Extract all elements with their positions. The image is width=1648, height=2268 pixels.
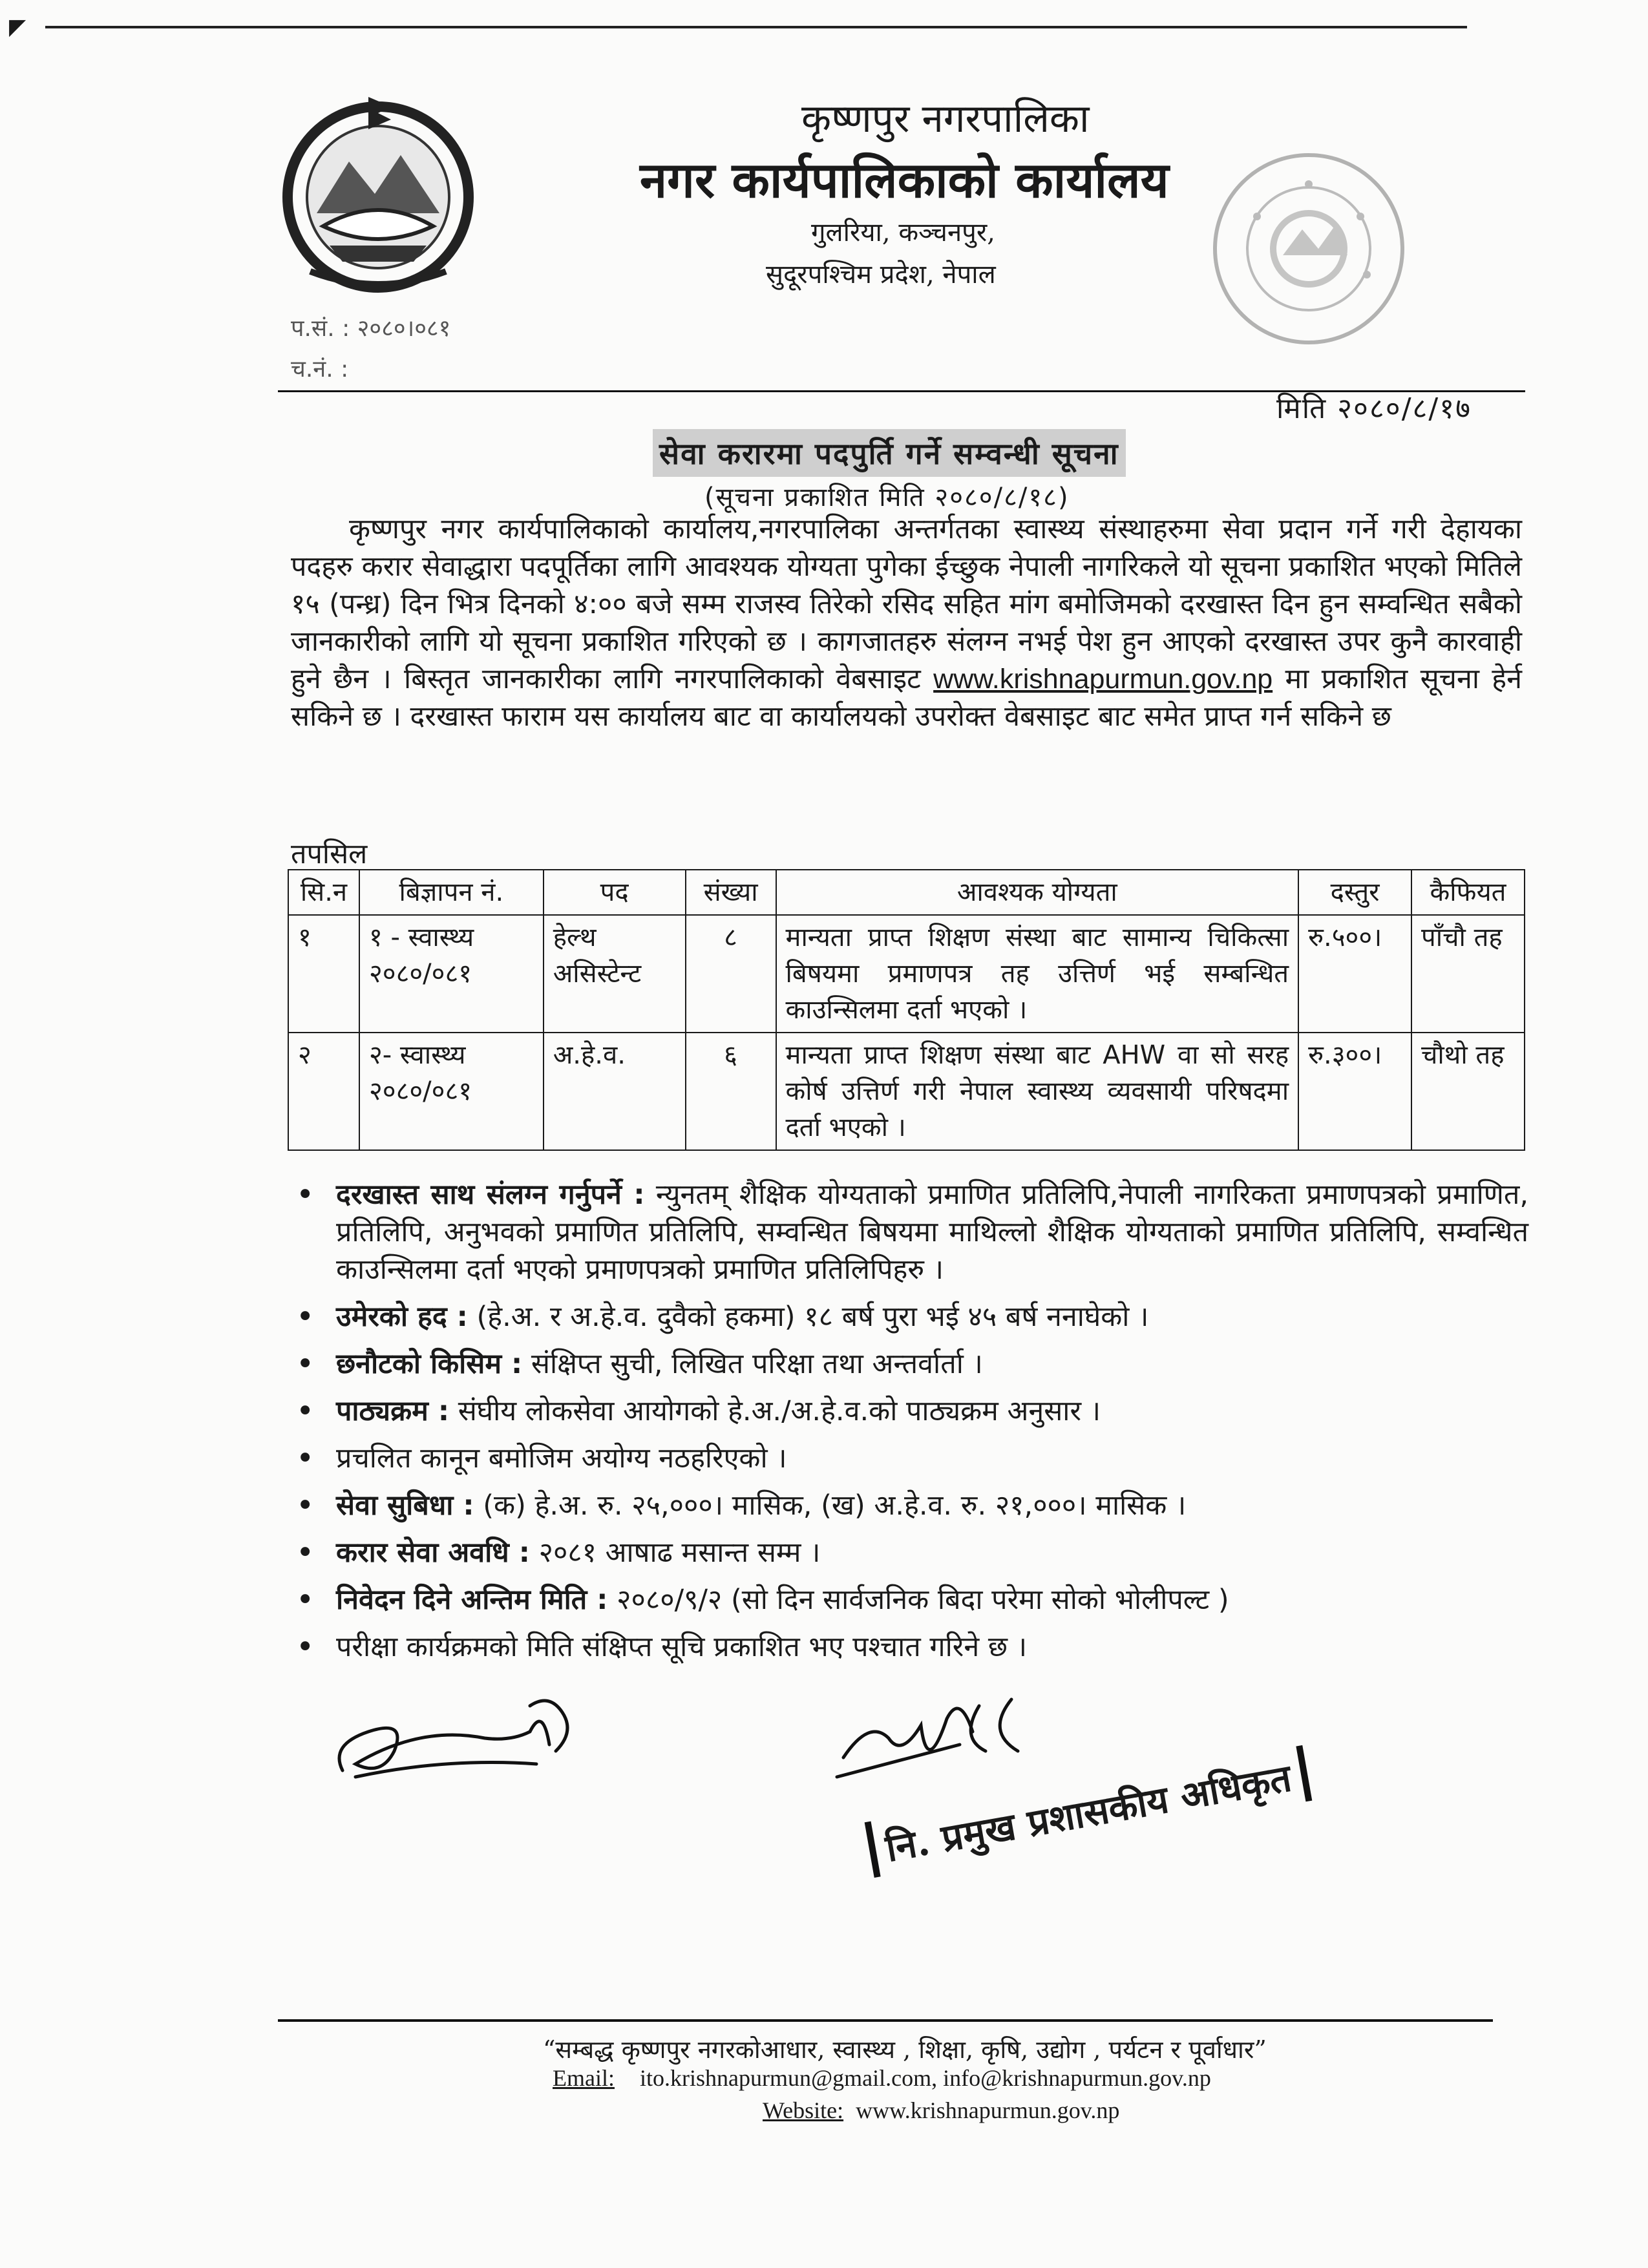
bullet-icon: • [296,1535,315,1571]
footer-divider [278,2019,1493,2022]
list-item [291,1487,1528,1524]
item-text: संघीय लोकसेवा आयोगको हे.अ./अ.हे.व.को पाठ्यक्रम अनुसार । [458,1395,1101,1427]
email-value[interactable]: ito.krishnapurmun@gmail.com, info@krishnapurmun.gov.np [639,2065,1211,2091]
item-label: निवेदन दिने अन्तिम मिति : [336,1584,608,1616]
cell-qualification: मान्यता प्राप्त शिक्षण संस्था बाट AHW वा सो सरह कोर्ष उत्तिर्ण गरी नेपाल स्वास्थ्य व्यवसायी परिषदमा दर्ता भएको । [776,1033,1299,1150]
item-label: सेवा सुबिधा : [336,1489,474,1522]
item-label: उमेरको हद : [336,1301,468,1333]
bullet-icon: • [296,1440,315,1476]
table-header-row [288,870,1525,915]
notice-body [291,510,1522,735]
bullet-icon: • [296,1487,315,1524]
vacancy-table [288,869,1525,1151]
cell-fee: रु.३००। [1298,1033,1411,1150]
bullet-icon: • [296,1393,315,1429]
cell-remark: पाँचौ तह [1411,915,1525,1033]
office-name: कृष्णपुर नगरपालिका [801,96,1090,142]
col-header-post: पद [544,870,686,915]
website-label: Website: [763,2097,844,2123]
notice-date: मिति २०८०/८/१७ [1276,392,1472,425]
officer-designation-stamp: नि. प्रमुख प्रशासकीय अधिकृत [865,1745,1312,1878]
list-item [291,1298,1528,1336]
bullet-icon: • [296,1629,315,1665]
list-item [291,1392,1528,1430]
item-text: न्युनतम् शैक्षिक योग्यताको प्रमाणित प्रतिलिपि,नेपाली नागरिकता प्रमाणपत्रको प्रमाणित, प्रतिलिपि, अनुभवको प्रमाणित प्रतिलिपि, सम्वन्धित बिषयमा माथिल्लो शैक्षिक योग्यताको प्रमाणित प्रतिलिपि, सम्वन्धित काउन्सिलमा दर्ता भएको प्रमाणपत्रको प्रमाणित प्रतिलिपिहरु । [336,1179,1529,1286]
footer-email [553,2064,1211,2092]
col-header-fee: दस्तुर [1298,870,1411,915]
notice-published-date: (सूचना प्रकाशित मिति २०८०/८/१८) [704,483,1070,512]
col-header-qualification: आवश्यक योग्यता [776,870,1299,915]
bullet-icon: • [296,1582,315,1618]
footer-website [763,2097,1119,2124]
bullet-icon: • [296,1346,315,1382]
handwritten-signature-icon [830,1680,1044,1790]
cell-count: ८ [686,915,776,1033]
item-label: पाठ्यक्रम : [336,1395,450,1427]
col-header-remark: कैफियत [1411,870,1525,915]
cell-post: अ.हे.व. [544,1033,686,1150]
reference-number: प.सं. : २०८०।०८१ [291,315,451,342]
list-item [291,1628,1528,1666]
list-item [291,1345,1528,1383]
website-value[interactable]: www.krishnapurmun.gov.np [856,2097,1120,2123]
cell-sn: २ [288,1033,359,1150]
list-item [291,1440,1528,1477]
cell-ad-no: २- स्वास्थ्य २०८०/०८१ [359,1033,544,1150]
dispatch-number: च.नं. : [291,356,349,383]
bullet-icon: • [296,1177,315,1213]
address-line-1: गुलरिया, कञ्चनपुर, [811,218,995,247]
address-line-2: सुदूरपश्चिम प्रदेश, नेपाल [766,260,996,289]
list-item [291,1534,1528,1571]
item-text: संक्षिप्त सुची, लिखित परिक्षा तथा अन्तर्वार्ता । [531,1348,983,1380]
table-row [288,915,1525,1033]
col-header-count: संख्या [686,870,776,915]
cell-fee: रु.५००। [1298,915,1411,1033]
cell-qualification: मान्यता प्राप्त शिक्षण संस्था बाट सामान्य चिकित्सा बिषयमा प्रमाणपत्र तह उत्तिर्ण भई सम्बन्धित काउन्सिलमा दर्ता भएको । [776,915,1299,1033]
col-header-sn: सि.न [288,870,359,915]
cell-ad-no: १ - स्वास्थ्य २०८०/०८१ [359,915,544,1033]
notice-body-text-cont: मा प्रकाशित सूचना हेर्न सकिने छ । दरखास्त फाराम यस कार्यालय बाट वा कार्यालयको उपरोक्त वेबसाइट बाट समेत प्राप्त गर्न सकिने छ [291,663,1523,733]
table-row [288,1033,1525,1150]
item-text: २०८०/९/२ (सो दिन सार्वजनिक बिदा परेमा सोको भोलीपल्ट ) [617,1584,1229,1616]
bullet-icon: • [296,1299,315,1335]
top-rule [45,26,1467,28]
cell-count: ६ [686,1033,776,1150]
footer-motto: “सम्बद्ध कृष्णपुर नगरकोआधार, स्वास्थ्य , शिक्षा, कृषि, उद्योग , पर्यटन र पूर्वाधार” [543,2035,1267,2064]
notice-title: सेवा करारमा पदपुर्ति गर्ने सम्वन्धी सूचना [653,429,1126,477]
handwritten-signature-icon [317,1667,607,1796]
list-item [291,1176,1528,1288]
notice-body-text: कृष्णपुर नगर कार्यपालिकाको कार्यालय,नगरपालिका अन्तर्गतका स्वास्थ्य संस्थाहरुमा सेवा प्रदान गर्ने गरी देहायका पदहरु करार सेवाद्धारा पदपूर्तिका लागि आवश्यक योग्यता पुगेका ईच्छुक नेपाली नागरिकले यो सूचना प्रकाशित भएको मितिले १५ (पन्ध्र) दिन भित्र दिनको ४:०० बजे सम्म राजस्व तिरेको रसिद सहित मांग बमोजिमको दरखास्त दिन हुन सम्वन्धित सबैको जानकारीको लागि यो सूचना प्रकाशित गरिएको छ । कागजातहरु संलग्न नभई पेश हुन आएको दरखास्त उपर कुनै कारवाही हुने छैन । बिस्तृत जानकारीका लागि नगरपालिकाको वेबसाइट [291,513,1522,695]
website-link[interactable]: www.krishnapurmun.gov.np [933,664,1273,695]
item-text: (हे.अ. र अ.हे.व. दुवैको हकमा) १८ बर्ष पुरा भई ४५ बर्ष ननाघेको । [476,1301,1149,1333]
cell-post: हेल्थ असिस्टेन्ट [544,915,686,1033]
requirements-list [291,1176,1528,1675]
email-label: Email: [553,2065,615,2091]
schedule-label: तपसिल [291,838,368,870]
cell-sn: १ [288,915,359,1033]
municipality-round-seal-icon [1205,145,1412,352]
cell-remark: चौथो तह [1411,1033,1525,1150]
col-header-ad-no: बिज्ञापन नं. [359,870,544,915]
item-text: परीक्षा कार्यक्रमको मिति संक्षिप्त सूचि प्रकाशित भए पश्चात गरिने छ । [336,1631,1028,1663]
nepal-government-emblem-icon [271,84,485,297]
item-text: प्रचलित कानून बमोजिम अयोग्य नठहरिएको । [336,1442,787,1475]
item-label: छनौटको किसिम : [336,1348,523,1380]
corner-mark: ◤ [9,14,26,40]
list-item [291,1581,1528,1619]
item-label: करार सेवा अवधि : [336,1537,530,1569]
item-text: २०८१ आषाढ मसान्त सम्म । [538,1537,821,1569]
item-text: (क) हे.अ. रु. २५,०००। मासिक, (ख) अ.हे.व. रु. २१,०००। मासिक । [483,1489,1187,1522]
office-title: नगर कार्यपालिकाको कार्यालय [640,151,1169,209]
item-label: दरखास्त साथ संलग्न गर्नुपर्ने : [336,1179,645,1211]
